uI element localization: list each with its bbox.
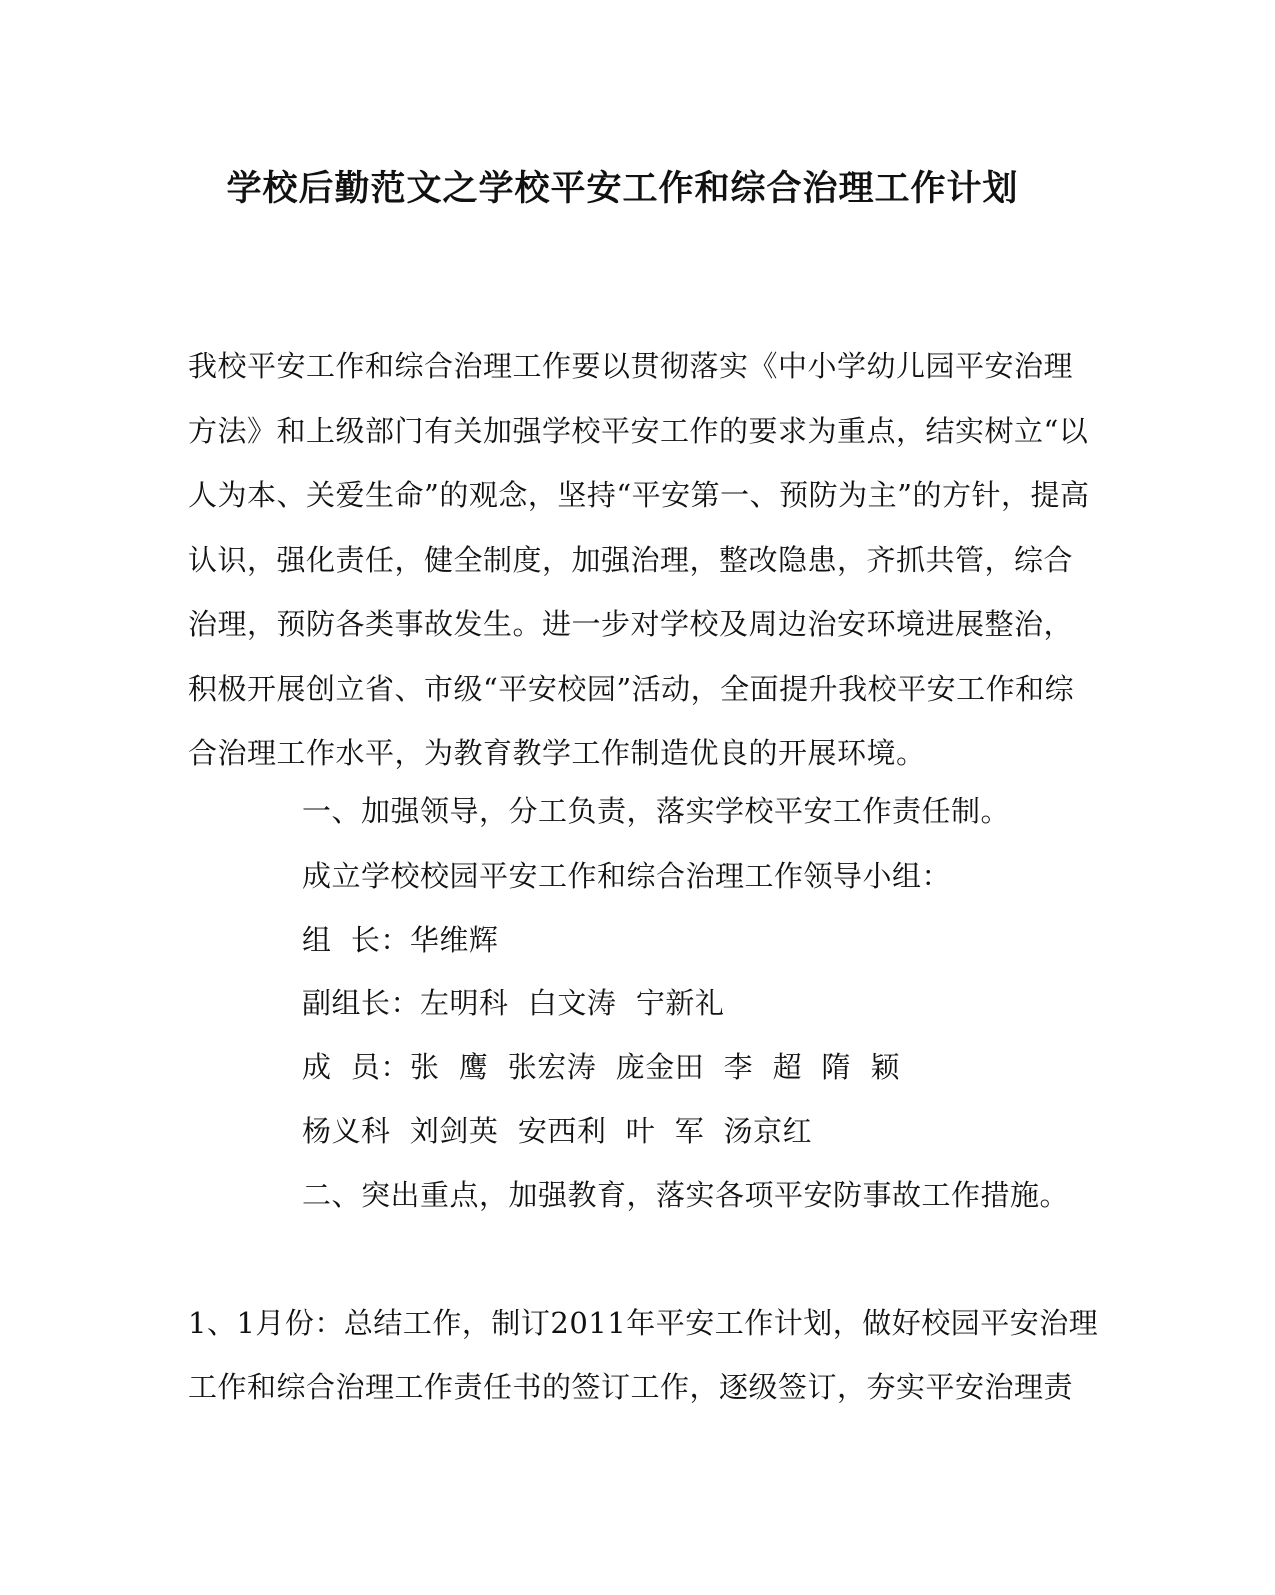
leader-line: 组 长：华维辉	[302, 923, 499, 957]
document-title: 学校后勤范文之学校平安工作和综合治理工作计划	[226, 168, 1019, 209]
section1-heading: 一、加强领导，分工负责，落实学校平安工作责任制。	[302, 794, 1011, 828]
intro-line: 积极开展创立省、市级“平安校园”活动，全面提升我校平安工作和综	[188, 671, 1075, 706]
intro-line: 合治理工作水平，为教育教学工作制造优良的开展环境。	[188, 736, 926, 770]
intro-paragraph	[188, 334, 1090, 786]
group-intro: 成立学校校园平安工作和综合治理工作领导小组：	[302, 859, 952, 893]
section2-heading: 二、突出重点，加强教育，落实各项平安防事故工作措施。	[302, 1178, 1070, 1212]
intro-line: 人为本、关爱生命”的观念，坚持“平安第一、预防为主”的方针，提高	[188, 478, 1090, 512]
intro-line: 我校平安工作和综合治理工作要以贯彻落实《中小学幼儿园平安治理	[188, 349, 1074, 383]
deputy-line: 副组长：左明科 白文涛 宁新礼	[302, 986, 725, 1020]
intro-line: 方法》和上级部门有关加强学校平安工作的要求为重点，结实树立“以	[188, 413, 1089, 448]
item1-line: 1、1月份：总结工作，制订2011年平安工作计划，做好校园平安治理	[188, 1306, 1099, 1340]
intro-line: 治理，预防各类事故发生。进一步对学校及周边治安环境进展整治，	[188, 607, 1074, 641]
members-line-continued: 杨义科 刘剑英 安西利 叶 军 汤京红	[302, 1114, 813, 1148]
item1-line: 工作和综合治理工作责任书的签订工作，逐级签订，夯实平安治理责	[188, 1370, 1074, 1404]
intro-line: 认识，强化责任，健全制度，加强治理，整改隐患，齐抓共管，综合	[188, 542, 1074, 577]
members-line: 成 员：张 鹰 张宏涛 庞金田 李 超 隋 颖	[302, 1050, 900, 1084]
